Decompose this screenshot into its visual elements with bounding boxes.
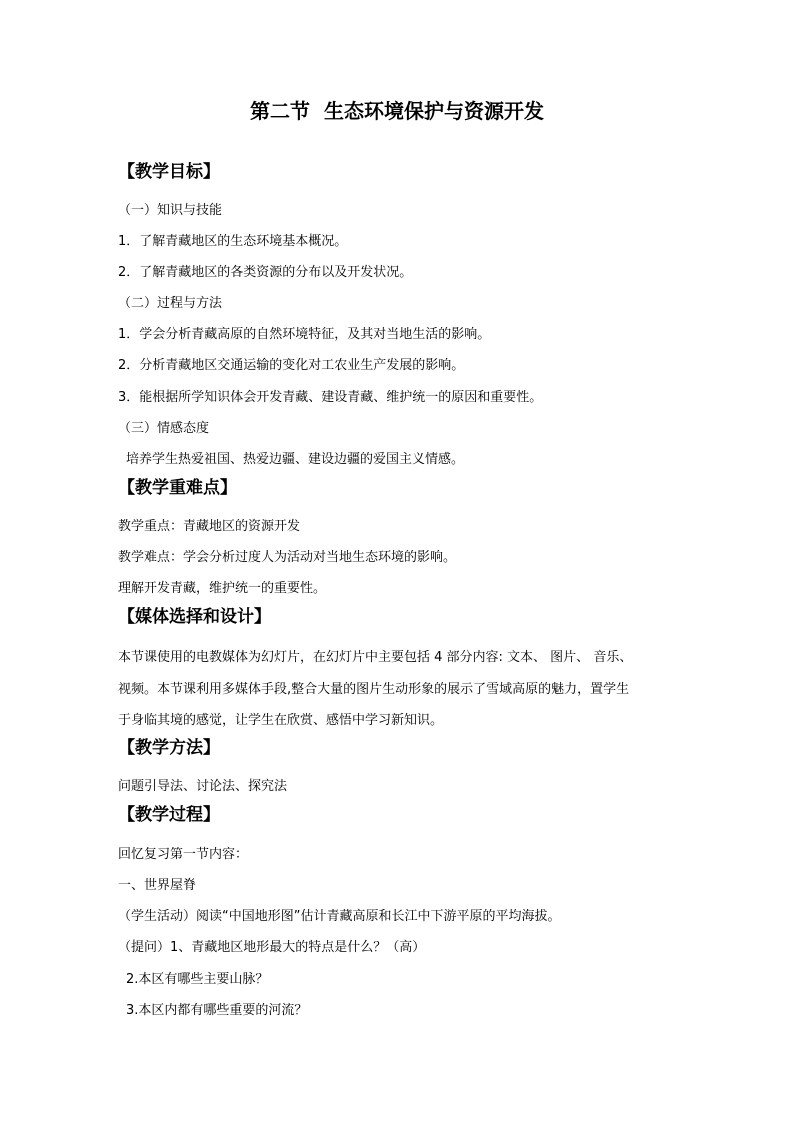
key-point-focus: 教学重点：青藏地区的资源开发	[118, 519, 301, 534]
media-line-1: 本节课使用的电教媒体为幻灯片，在幻灯片中主要包括 4 部分内容: 文本、 图片、 音乐、	[118, 650, 633, 665]
document-title: 第二节 生态环境保护与资源开发	[250, 99, 544, 123]
process-question-three: 3.本区内都有哪些重要的河流？	[126, 1003, 308, 1018]
process-heading: 【教学过程】	[118, 805, 220, 825]
key-point-understanding: 理解开发青藏，维护统一的重要性。	[118, 581, 327, 596]
methods-text: 问题引导法、讨论法、探究法	[118, 779, 288, 794]
process-item-1: 1．学会分析青藏高原的自然环境特征，及其对当地生活的影响。	[118, 327, 491, 342]
process-item-2: 2．分析青藏地区交通运输的变化对工农业生产发展的影响。	[118, 358, 465, 373]
key-points-heading: 【教学重难点】	[118, 478, 237, 498]
process-review: 回忆复习第一节内容：	[118, 847, 249, 862]
knowledge-label: （一）知识与技能	[118, 203, 223, 218]
process-activity: （学生活动）阅读“中国地形图”估计青藏高原和长江中下游平原的平均海拔。	[118, 909, 561, 924]
emotion-text: 培养学生热爱祖国、热爱边疆、建设边疆的爱国主义情感。	[126, 452, 465, 467]
objectives-heading: 【教学目标】	[118, 162, 220, 182]
media-line-2: 视频。本节课利用多媒体手段,整合大量的图片生动形象的展示了雪域高原的魅力，置学生	[118, 682, 630, 697]
process-item-3: 3．能根据所学知识体会开发青藏、建设青藏、维护统一的原因和重要性。	[118, 390, 543, 405]
process-question-two: 2.本区有哪些主要山脉？	[126, 972, 269, 987]
process-part-one: 一、世界屋脊	[118, 878, 197, 893]
process-label: （二）过程与方法	[118, 296, 223, 311]
emotion-label: （三）情感态度	[118, 421, 210, 436]
key-point-difficulty: 教学难点：学会分析过度人为活动对当地生态环境的影响。	[118, 550, 457, 565]
knowledge-item-2: 2．了解青藏地区的各类资源的分布以及开发状况。	[118, 265, 413, 280]
methods-heading: 【教学方法】	[118, 738, 220, 758]
knowledge-item-1: 1．了解青藏地区的生态环境基本概况。	[118, 234, 348, 249]
process-question-one: （提问）1、青藏地区地形最大的特点是什么？（高）	[118, 940, 426, 955]
media-heading: 【媒体选择和设计】	[118, 607, 271, 627]
media-line-3: 于身临其境的感觉，让学生在欣赏、感悟中学习新知识。	[118, 713, 444, 728]
